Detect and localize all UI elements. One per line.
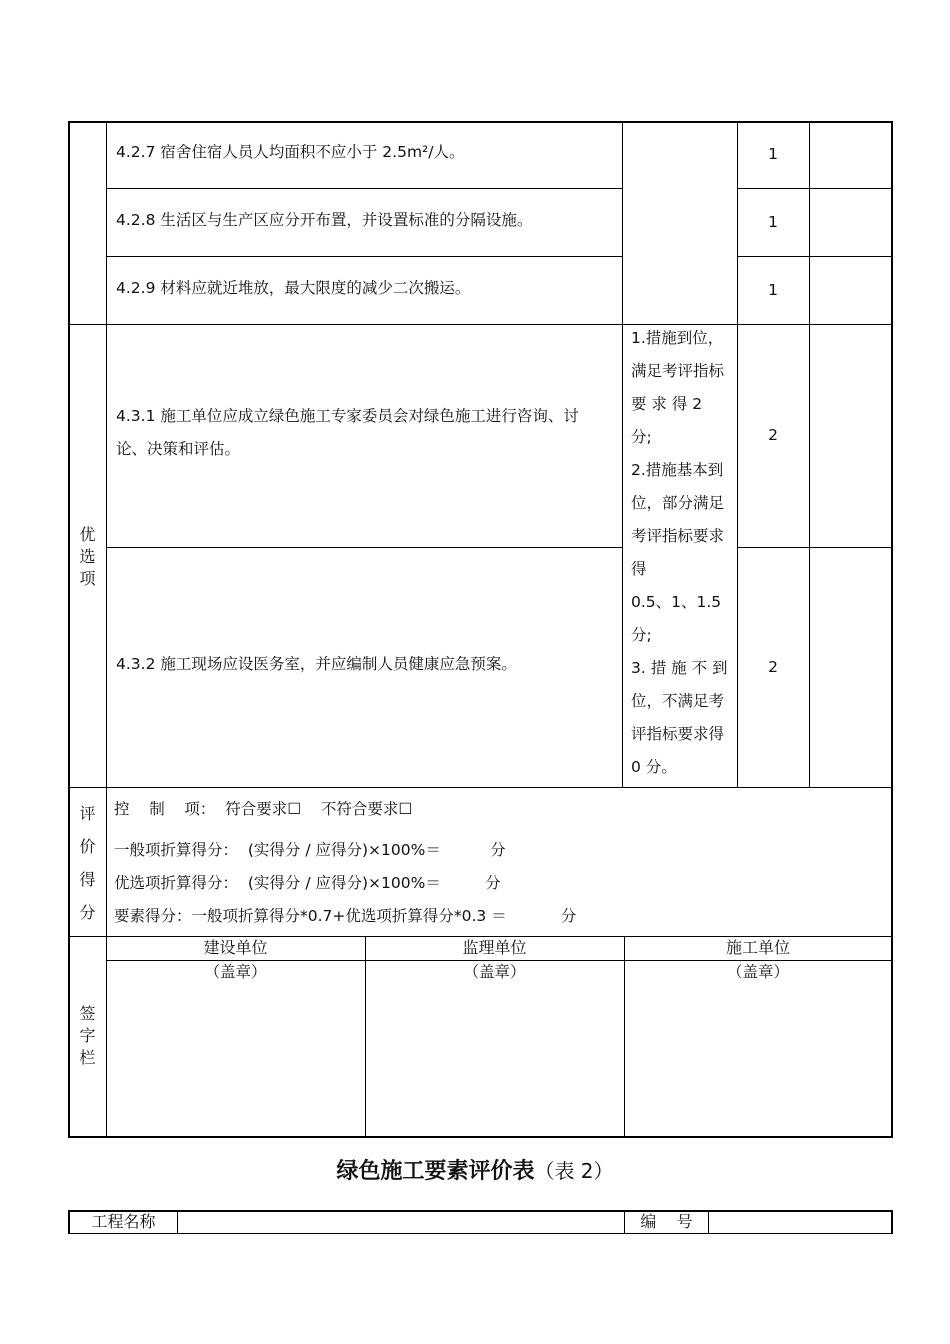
item-4-2-8-text: 4.2.8 生活区与生产区应分开布置，并设置标准的分隔设施。 <box>116 211 533 229</box>
criteria-line: 得 <box>631 560 647 578</box>
form-title-sub: （表 2） <box>534 1159 614 1183</box>
criteria-line: 0.5、1、1.5 <box>631 593 722 611</box>
form-title-main: 绿色施工要素评价表 <box>336 1159 535 1184</box>
form-title <box>0 1154 950 1185</box>
evaluation-element-score: 要素得分：一般项折算得分*0.7+优选项折算得分*0.3 ＝ 分 <box>114 907 577 925</box>
signature-heading-construction: 建设单位 <box>203 938 268 957</box>
evaluation-char: 价 <box>79 837 96 856</box>
category-char: 选 <box>79 547 96 566</box>
criteria-line: 满足考评指标 <box>631 362 725 380</box>
category-char: 优 <box>79 525 96 544</box>
number-label: 编 号 <box>640 1212 693 1231</box>
evaluation-label <box>69 797 106 929</box>
number-value[interactable] <box>709 1211 891 1233</box>
item-4-3-1-text-line2: 论、决策和评估。 <box>116 440 241 458</box>
item-4-2-9-text: 4.2.9 材料应就近堆放，最大限度的减少二次搬运。 <box>116 279 471 297</box>
project-name-label: 工程名称 <box>91 1212 156 1231</box>
signature-char: 栏 <box>79 1048 96 1067</box>
criteria-line: 位，不满足考 <box>631 692 725 710</box>
item-4-3-1-text-line1: 4.3.1 施工单位应成立绿色施工专家委员会对绿色施工进行咨询、讨 <box>116 407 579 425</box>
item-4-3-1-score: 2 <box>768 426 778 444</box>
evaluation-optional-score: 优选项折算得分： (实得分 / 应得分)×100%＝ 分 <box>114 874 501 892</box>
signature-label <box>69 1003 106 1069</box>
item-4-3-2-text: 4.3.2 施工现场应设医务室，并应编制人员健康应急预案。 <box>116 655 517 673</box>
scoring-criteria <box>631 322 731 784</box>
item-4-2-9-score: 1 <box>768 281 778 299</box>
criteria-line: 要 求 得 2 <box>631 395 703 413</box>
evaluation-control-items: 控 制 项： 符合要求☐ 不符合要求☐ <box>114 800 413 818</box>
item-4-2-7-text: 4.2.7 宿舍住宿人员人均面积不应小于 2.5m²/人。 <box>116 143 465 161</box>
criteria-line: 分; <box>631 626 652 644</box>
signature-char: 字 <box>79 1026 96 1045</box>
criteria-line: 0 分。 <box>631 758 677 776</box>
evaluation-char: 分 <box>79 903 96 922</box>
signature-stamp-supervision: （盖章） <box>463 963 526 981</box>
evaluation-general-score: 一般项折算得分： (实得分 / 应得分)×100%＝ 分 <box>114 841 506 859</box>
category-optional-label <box>69 524 106 590</box>
signature-char: 签 <box>79 1004 96 1023</box>
criteria-line: 考评指标要求 <box>631 527 725 545</box>
signature-stamp-contractor: （盖章） <box>726 963 789 981</box>
signature-heading-contractor: 施工单位 <box>725 938 790 957</box>
item-4-2-7-score: 1 <box>768 145 778 163</box>
criteria-line: 3. 措 施 不 到 <box>631 659 728 677</box>
signature-stamp-construction: （盖章） <box>204 963 267 981</box>
item-4-2-8-score: 1 <box>768 213 778 231</box>
criteria-line: 2.措施基本到 <box>631 461 724 479</box>
criteria-line: 分; <box>631 428 652 446</box>
criteria-line: 1.措施到位， <box>631 329 724 347</box>
criteria-line: 位，部分满足 <box>631 494 725 512</box>
evaluation-char: 得 <box>79 870 96 889</box>
item-4-3-2-score: 2 <box>768 658 778 676</box>
project-name-value[interactable] <box>178 1211 624 1233</box>
signature-heading-supervision: 监理单位 <box>462 938 527 957</box>
criteria-line: 评指标要求得 <box>631 725 725 743</box>
category-char: 项 <box>79 569 96 588</box>
evaluation-char: 评 <box>79 804 96 823</box>
